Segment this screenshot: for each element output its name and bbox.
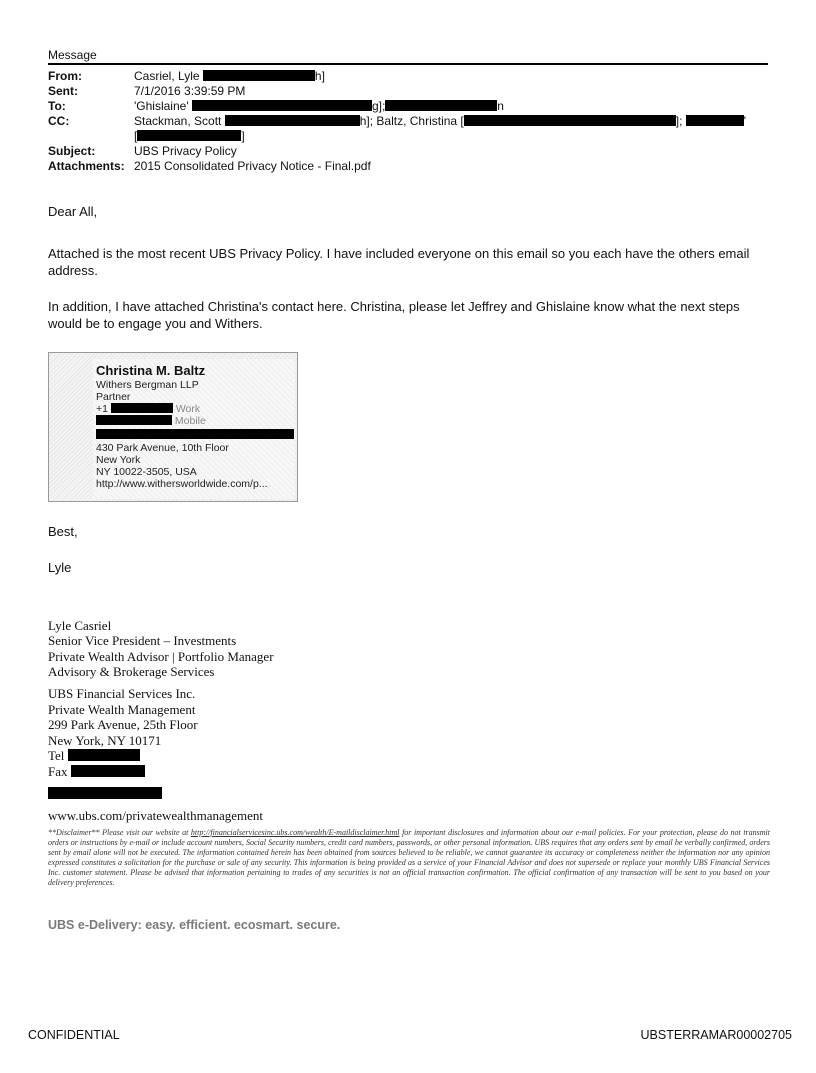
cc-value-2 (134, 129, 245, 143)
redaction-block (225, 115, 360, 126)
from-label: From: (48, 69, 82, 83)
redaction-block (71, 765, 145, 777)
from-name: Casriel, Lyle (134, 69, 200, 83)
from-tail: h] (314, 69, 325, 83)
signature-address-1: 299 Park Avenue, 25th Floor (48, 717, 198, 732)
signature-company: UBS Financial Services Inc. (48, 686, 196, 701)
signature-title-3: Advisory & Brokerage Services (48, 664, 215, 679)
subject-label: Subject: (48, 144, 96, 158)
redaction-block (203, 70, 315, 81)
signature-website[interactable]: www.ubs.com/privatewealthmanagement (48, 808, 264, 823)
contact-address-2: New York (96, 454, 141, 466)
message-label: Message (48, 48, 97, 62)
contact-address-3: NY 10022-3505, USA (96, 466, 197, 478)
redaction-block (96, 429, 294, 439)
disclaimer-link[interactable]: http://financialservicesinc.ubs.com/wealth/E-maildisclaimer.html (190, 828, 400, 837)
redaction-block (137, 130, 241, 141)
work-label: Work (175, 403, 201, 415)
sent-label: Sent: (48, 84, 78, 98)
attachments-label: Attachments: (48, 159, 125, 173)
greeting: Dear All, (48, 204, 98, 219)
bates-number: UBSTERRAMAR00002705 (640, 1028, 792, 1042)
contact-card (48, 352, 298, 502)
signature-tel (48, 748, 140, 764)
cc-mid: h]; Baltz, Christina [ (359, 114, 464, 128)
contact-website[interactable]: http://www.withersworldwide.com/p... (96, 478, 268, 490)
redaction-block (111, 403, 173, 413)
confidential-label: CONFIDENTIAL (28, 1028, 120, 1042)
redaction-block (96, 415, 172, 425)
disclaimer-prefix: **Disclaimer** Please visit our website at (48, 828, 191, 837)
body-paragraph-1: Attached is the most recent UBS Privacy Policy. I have included everyone on this email so you each have the others email address. (48, 246, 750, 278)
signature-title-1: Senior Vice President – Investments (48, 633, 237, 648)
contact-company: Withers Bergman LLP (96, 379, 199, 391)
to-label: To: (48, 99, 66, 113)
closing: Best, (48, 524, 78, 539)
disclaimer-text: for important disclosures and information about our e-mail policies. For your protection, please do not transmit orders or instructions by e-mail or include account numbers, Social Security numbers, credit card numbers, passwords, or other personal information. UBS requires that any orders sent by email be verbally confirmed, orders sent by email alone will not be executed. The information contained herein has been obtained from sources believed to be reliable, we cannot guarantee its accuracy or completeness neither the information nor any opinion expressed constitutes a solicitation for the purchase or sale of any security. This information is being provided as a service of your Financial Advisor and does not supersede or replace your monthly UBS Financial Services Inc. customer statement. Please be advised that information pertaining to trades of any securities is not an official transaction confirmation. The official confirmation of any transaction will be sent to you based on your delivery preferences. (48, 828, 770, 887)
contact-work-phone (96, 403, 200, 415)
signature-fax (48, 764, 145, 780)
to-value (134, 99, 504, 113)
signature-division: Private Wealth Management (48, 702, 196, 717)
body-paragraph-2: In addition, I have attached Christina's contact here. Christina, please let Jeffrey and Ghislaine know what the next steps would be to engage you and Withers. (48, 299, 740, 331)
signature-name: Lyle Casriel (48, 618, 112, 633)
contact-address-1: 430 Park Avenue, 10th Floor (96, 442, 229, 454)
attachment-link[interactable]: 2015 Consolidated Privacy Notice - Final.pdf (134, 159, 371, 173)
redaction-block (385, 100, 497, 111)
redaction-block (68, 749, 140, 761)
sent-value: 7/1/2016 3:39:59 PM (134, 84, 246, 98)
disclaimer (48, 828, 770, 888)
redaction-block (464, 115, 676, 126)
contact-mobile-phone (96, 415, 206, 427)
cc-value (134, 114, 746, 128)
to-mid: g]; (371, 99, 386, 113)
signature-title-2: Private Wealth Advisor | Portfolio Manager (48, 649, 274, 664)
cc-tail: ' (743, 114, 747, 128)
to-tail: n (497, 99, 504, 113)
to-name: 'Ghislaine' (134, 99, 189, 113)
cc-close: ] (241, 129, 245, 143)
cc-name: Stackman, Scott (134, 114, 222, 128)
edelivery-tagline: UBS e-Delivery: easy. efficient. ecosmart. secure. (48, 918, 341, 932)
cc-label: CC: (48, 114, 70, 128)
fax-label: Fax (48, 764, 68, 779)
redaction-block (48, 787, 162, 799)
mobile-label: Mobile (174, 415, 206, 427)
header-rule (48, 63, 768, 65)
phone-prefix: +1 (96, 403, 108, 415)
cc-open: [ (134, 129, 138, 143)
signature-email (48, 786, 162, 802)
contact-title: Partner (96, 391, 131, 403)
from-value (134, 69, 325, 83)
tel-label: Tel (48, 748, 65, 763)
signature-address-2: New York, NY 10171 (48, 733, 162, 748)
contact-email (96, 429, 294, 441)
contact-name: Christina M. Baltz (96, 363, 206, 378)
redaction-block (686, 114, 747, 128)
subject-value: UBS Privacy Policy (134, 144, 237, 158)
redaction-block (192, 100, 372, 111)
cc-mid2: ]; (675, 114, 683, 128)
sender-short-name: Lyle (48, 560, 72, 575)
